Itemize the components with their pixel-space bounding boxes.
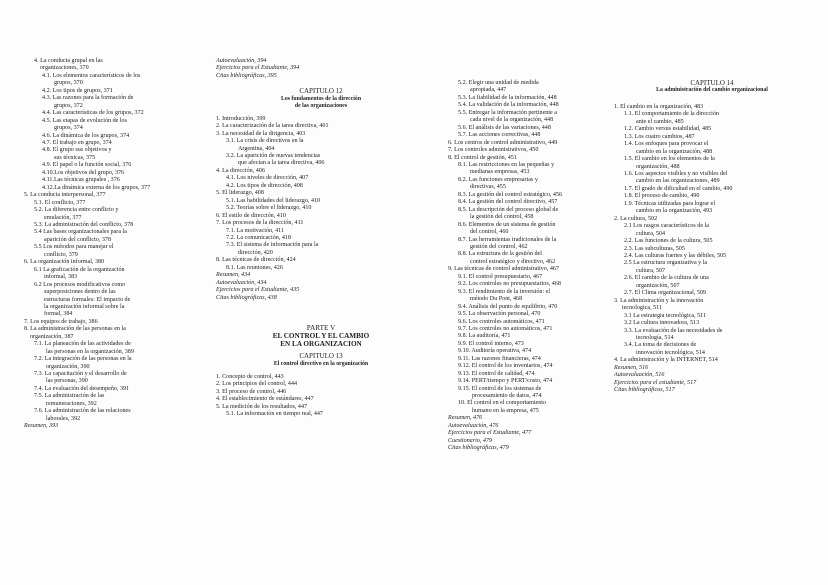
toc-entry: 8.5. La descripción del proceso global de bbox=[458, 206, 559, 213]
toc-entry: 9. Las técnicas de control administrativo, 467 bbox=[448, 266, 560, 273]
toc-entry: 10. El control en el comportamiento bbox=[458, 400, 546, 407]
toc-entry: 2. La cultura, 502 bbox=[614, 215, 658, 222]
toc-entry: 7.3. La capacitación y el desarrollo de bbox=[34, 371, 127, 378]
toc-entry: las personas en la organización, 389 bbox=[46, 348, 134, 355]
toc-entry: 4.1. Los niveles de dirección, 407 bbox=[226, 175, 309, 182]
toc-entry: la organización informal sobre la bbox=[44, 303, 125, 310]
toc-entry: 3. La administración y la innovación bbox=[614, 297, 704, 304]
toc-entry: tecnologica, 511 bbox=[622, 305, 663, 312]
toc-column-3 bbox=[448, 80, 608, 453]
toc-entry: Resumen, 393 bbox=[24, 423, 59, 430]
toc-entry: 7.1. La motivación, 411 bbox=[226, 227, 284, 234]
toc-entry: 9.1. El control presupuestario, 467 bbox=[458, 273, 543, 280]
toc-entry: Citas bibliográficas, 517 bbox=[614, 387, 675, 394]
toc-entry: 4.8. El grupo sus objetivos y bbox=[42, 147, 112, 154]
part-5-line2: EN LA ORGANIZACION bbox=[280, 340, 362, 349]
toc-entry: remuneraciones, 392 bbox=[46, 400, 97, 407]
toc-entry: que afectan a la tarea directiva, 406 bbox=[238, 160, 325, 167]
toc-entry: 7.3. El sistema de información para la bbox=[226, 242, 319, 249]
toc-entry: sus técnicas, 375 bbox=[54, 154, 96, 161]
toc-entry: 8.1. Las restricciones en las pequeñas y bbox=[458, 161, 555, 168]
toc-entry: 2.5 La estructura organizativa y la bbox=[624, 260, 708, 267]
toc-entry: 9.11. Las razones financieras, 474 bbox=[458, 355, 541, 362]
toc-entry: 4.7. El trabajo en grupo, 374 bbox=[42, 139, 112, 146]
toc-entry: estructuras formales: El impacto de bbox=[44, 296, 131, 303]
toc-entry: gestión del control, 462 bbox=[470, 243, 528, 250]
toc-entry: 8. La administración de las personas en la bbox=[24, 326, 126, 333]
toc-entry: 5.1. Las habilidades del liderazgo, 410 bbox=[226, 197, 321, 204]
toc-entry: emulación, 377 bbox=[44, 214, 82, 221]
toc-entry: 4.3. Las razones para la formación de bbox=[42, 95, 134, 102]
toc-column-1 bbox=[24, 58, 212, 431]
toc-entry: 3.4. La toma de decisiones de bbox=[624, 342, 697, 349]
toc-entry: Ejercicios para el estudiante, 517 bbox=[614, 379, 697, 386]
toc-entry: Autoevaluación, 434 bbox=[216, 279, 267, 286]
toc-entry: 9.5. La observación personal, 470 bbox=[458, 311, 541, 318]
toc-entry: 4. El establecimiento de estándares, 447 bbox=[216, 396, 314, 403]
toc-entry: informal, 383 bbox=[44, 274, 78, 281]
toc-entry: 8.8. La estructura de la gestión del bbox=[458, 251, 542, 258]
toc-entry: 2.4. Las culturas fuertes y las débiles, 505 bbox=[624, 252, 727, 259]
toc-entry: 2.7. El Clima organizacional, 509 bbox=[624, 290, 706, 297]
toc-entry: cambio en las organizaciones, 489 bbox=[636, 178, 720, 185]
toc-entry: 3.3. La evaluación de las necesidades de bbox=[624, 327, 723, 334]
chapter-13-title: CAPITULO 13 bbox=[299, 352, 343, 361]
toc-entry: 2.2. Las funciones de la cultura, 505 bbox=[624, 238, 713, 245]
toc-entry: 2.3. Las subculturas, 505 bbox=[624, 245, 685, 252]
toc-entry: medianas empresas, 453 bbox=[470, 169, 530, 176]
toc-entry: 4.5. Las etapas de evolución de los bbox=[42, 117, 127, 124]
toc-entry: 8.7. Las herramientas tradicionales de la bbox=[458, 236, 557, 243]
part-5-line1: EL CONTROL Y EL CAMBIO bbox=[272, 332, 370, 341]
toc-entry: 9.13. El control de calidad, 474 bbox=[458, 370, 535, 377]
toc-entry: 5.3. La administración del conflicto, 378 bbox=[34, 221, 134, 228]
chapter-14-subtitle: La administración del cambio organizacional bbox=[656, 87, 768, 94]
toc-entry: 2. Los principios del control, 444 bbox=[216, 381, 298, 388]
toc-entry: cada nivel de la organización, 448 bbox=[470, 117, 554, 124]
toc-entry: Resumen, 434 bbox=[216, 272, 251, 279]
toc-entry: 3.1 La estrategia tecnológica, 511 bbox=[624, 312, 707, 319]
toc-entry: Cuestionario, 479 bbox=[448, 437, 493, 444]
toc-entry: dirección, 420 bbox=[238, 249, 273, 256]
toc-entry: procesamiento de datos, 474 bbox=[472, 393, 542, 400]
toc-entry: 1.4. Los enfoques para provocar el bbox=[624, 141, 709, 148]
toc-entry: 5.3. La fiabilidad de la información, 448 bbox=[458, 94, 557, 101]
toc-entry: Citas bibliográficas, 479 bbox=[448, 445, 509, 452]
toc-entry: del control, 460 bbox=[470, 229, 509, 236]
toc-entry: 4.11.Las técnicas grupales , 376 bbox=[42, 177, 120, 184]
toc-entry: 1.9. Técnicas utilizadas para lograr el bbox=[624, 200, 716, 207]
toc-entry: organización, 507 bbox=[636, 282, 680, 289]
toc-entry: 6.2 Los procesos modificativos como bbox=[34, 281, 126, 288]
toc-entry: 5.2. La diferencia entre conflicto y bbox=[34, 207, 119, 214]
toc-entry: método Du Pont, 468 bbox=[470, 296, 523, 303]
toc-entry: 9.14. PERT/tiempo y PERT/costo, 474 bbox=[458, 378, 553, 385]
part-5-title: PARTE V bbox=[306, 324, 336, 333]
toc-entry: 5.2. Teorías sobre el liderazgo, 410 bbox=[226, 205, 312, 212]
toc-entry: 4.6. La dinámica de los grupos, 374 bbox=[42, 132, 130, 139]
toc-entry: 9.2. Los controles no presupuestarios, 468 bbox=[458, 281, 561, 288]
toc-entry: 3.2. La aparición de nuevas tendencias bbox=[226, 152, 321, 159]
toc-entry: Citas bibliográficas, 438 bbox=[216, 294, 277, 301]
toc-entry: Resumen, 476 bbox=[448, 415, 483, 422]
toc-entry: 5.1. La información en tiempo real, 447 bbox=[226, 411, 323, 418]
toc-entry: conflicto, 379 bbox=[44, 251, 78, 258]
toc-entry: 5.5 Los métodos para manejar el bbox=[34, 244, 114, 251]
toc-entry: 9.8. La auditoría, 471 bbox=[458, 333, 511, 340]
toc-entry: 5.6. El análisis de las variaciones, 448 bbox=[458, 124, 551, 131]
toc-entry: Autoevaluación, 476 bbox=[448, 422, 499, 429]
toc-entry: formal, 384 bbox=[44, 311, 73, 318]
toc-entry: 7.5. La administración de las bbox=[34, 393, 105, 400]
toc-entry: 6. La organización informal, 380 bbox=[24, 259, 105, 266]
toc-entry: 1.7. El grado de dificultad en el cambio, 490 bbox=[624, 185, 733, 192]
toc-entry: las personas, 390 bbox=[46, 378, 88, 385]
toc-entry: 2.1 Los rasgos característicos de la bbox=[624, 223, 709, 230]
toc-entry: 4.12.La dinámica externa de los grupos, 377 bbox=[42, 184, 151, 191]
toc-entry: organizaciones, 370 bbox=[40, 65, 89, 72]
toc-entry: organización, 390 bbox=[46, 363, 90, 370]
toc-entry: grupos, 370 bbox=[54, 80, 83, 87]
toc-entry: 8.3. La gestión del control estratégico, 456 bbox=[458, 191, 563, 198]
toc-entry: cultura, 504 bbox=[636, 230, 666, 237]
toc-entry: 7.6. La administración de las relaciones bbox=[34, 408, 131, 415]
toc-entry: Resumen, 516 bbox=[614, 364, 649, 371]
toc-entry: 9.7. Los controles no automáticos, 471 bbox=[458, 325, 553, 332]
toc-entry: 3. La necesidad de la dirigencia, 403 bbox=[216, 130, 306, 137]
toc-entry: tecnología, 514 bbox=[636, 334, 674, 341]
toc-entry: 3.2 La cultura innovadora, 513 bbox=[624, 320, 700, 327]
toc-entry: 1.1. El comportamiento de la dirección bbox=[624, 111, 719, 118]
toc-entry: 5.1. El conflicto, 377 bbox=[34, 199, 86, 206]
toc-entry: 7. Los equipos de trabajo, 386 bbox=[24, 318, 98, 325]
toc-entry: cambio en la organización, 488 bbox=[636, 148, 713, 155]
toc-entry: directivas, 455 bbox=[470, 184, 506, 191]
toc-entry: apropiada, 447 bbox=[470, 87, 507, 94]
toc-entry: 9.10. Auditoría operativa, 474 bbox=[458, 348, 532, 355]
toc-entry: 8.4. La gestión del control directivo, 457 bbox=[458, 199, 558, 206]
toc-entry: 5.2. Elegir una unidad de medida bbox=[458, 80, 539, 86]
toc-entry: 1.8. El proceso de cambio, 490 bbox=[624, 193, 700, 200]
toc-entry: 6. Los centros de control administrativo, 449 bbox=[448, 139, 558, 146]
toc-entry: innovación tecnológica, 514 bbox=[636, 349, 705, 356]
toc-entry: 4. La conducta grupal en las bbox=[34, 58, 103, 64]
toc-entry: 5.4. La validación de la información, 448 bbox=[458, 102, 559, 109]
toc-entry: la gestión del control, 458 bbox=[470, 214, 534, 221]
chapter-12-title: CAPITULO 12 bbox=[299, 87, 343, 96]
toc-entry: 7. Los procesos de la dirección, 411 bbox=[216, 220, 304, 227]
toc-entry: 7.2. La integración de las personas en la bbox=[34, 356, 132, 363]
toc-entry: control estratégico y directivo, 462 bbox=[470, 258, 556, 265]
toc-entry: superposiciones dentro de las bbox=[44, 289, 116, 296]
toc-entry: 8. El control de gestión, 451 bbox=[448, 154, 517, 161]
toc-entry: 7.4. La evaluación del desempeño, 391 bbox=[34, 385, 130, 392]
chapter-13-subtitle: El control directivo en la organización bbox=[273, 360, 369, 367]
toc-entry: 4. La administración y la INTERNET, 514 bbox=[614, 357, 718, 364]
toc-entry: cultura, 507 bbox=[636, 267, 666, 274]
toc-entry: 1.2. Cambio versus estabilidad, 485 bbox=[624, 126, 712, 133]
toc-column-2 bbox=[216, 58, 426, 419]
toc-entry: 1.5. El cambio en los elementos de la bbox=[624, 156, 715, 163]
toc-entry: 2.6. El cambio de la cultura de una bbox=[624, 275, 709, 282]
toc-entry: Ejercicios para el Estudiante, 435 bbox=[216, 287, 300, 294]
chapter-12-subtitle-line2: de las organizaciones bbox=[294, 103, 348, 110]
toc-entry: 1.3. Los cuatro cambios, 487 bbox=[624, 133, 695, 140]
toc-entry: 4.2. Los tipos de grupos, 371 bbox=[42, 87, 113, 94]
toc-entry: 8.6. Elementos de un sistema de gestión bbox=[458, 221, 556, 228]
toc-entry: 1. El cambio en la organización, 483 bbox=[614, 103, 704, 110]
chapter-14-title: CAPITULO 14 bbox=[690, 79, 734, 87]
toc-entry: 9.9. El control interno, 473 bbox=[458, 340, 524, 347]
toc-entry: 8. Las técnicas de dirección, 424 bbox=[216, 257, 296, 264]
toc-entry: 4. La dirección, 406 bbox=[216, 167, 265, 174]
toc-column-4 bbox=[614, 80, 810, 395]
toc-entry: cambio en la organización, 493 bbox=[636, 208, 713, 215]
toc-entry: Autoevaluación, 516 bbox=[614, 372, 665, 379]
toc-entry: 8.2. Las funciones empresarias y bbox=[458, 176, 538, 183]
toc-entry: Argentina, 404 bbox=[238, 145, 275, 152]
toc-entry: 3. El proceso de control, 446 bbox=[216, 388, 287, 395]
toc-entry: Ejercicios para el Estudiante, 477 bbox=[448, 430, 532, 437]
toc-entry: organización, 387 bbox=[30, 333, 74, 340]
toc-entry: 1.6. Los aspectos visibles y no visibles del bbox=[624, 170, 728, 177]
toc-entry: 3.1. La crisis de directivos en la bbox=[226, 138, 304, 145]
toc-entry: laborales, 392 bbox=[46, 415, 81, 422]
toc-entry: 8.1. Las reuniones, 426 bbox=[226, 264, 283, 271]
toc-entry: 4.1. Los elementos característicos de los bbox=[42, 72, 141, 79]
toc-entry: Autoevaluación, 394 bbox=[216, 58, 267, 64]
toc-entry: 4.10.Los objetivos del grupo, 376 bbox=[42, 169, 125, 176]
toc-entry: 9.4. Análisis del punto de equilibrio, 470 bbox=[458, 303, 558, 310]
toc-entry: grupos, 372 bbox=[54, 102, 83, 109]
toc-entry: 7. Los controles administrativos, 450 bbox=[448, 147, 539, 154]
toc-entry: 5.7. Las acciones correctivas, 448 bbox=[458, 132, 541, 139]
toc-entry: Citas bibliográficas, 395 bbox=[216, 72, 277, 79]
toc-entry: organización, 488 bbox=[636, 163, 680, 170]
toc-entry: 5. El liderazgo, 408 bbox=[216, 190, 264, 197]
toc-entry: 6. El estilo de dirección, 410 bbox=[216, 212, 286, 219]
toc-entry: 4.9. El papel o la función social, 376 bbox=[42, 162, 132, 169]
toc-entry: humano en la empresa, 475 bbox=[472, 407, 539, 414]
toc-entry: Ejercicios para el Estudiante, 394 bbox=[216, 65, 300, 72]
toc-entry: 5.4 Las bases organizacionales para la bbox=[34, 229, 127, 236]
toc-entry: 6.1 La graficación de la organización bbox=[34, 266, 125, 273]
toc-entry: 9.6. Los controles automáticos, 471 bbox=[458, 318, 545, 325]
toc-entry: 7.1. La planeación de las actividades de bbox=[34, 341, 131, 348]
toc-entry: 2. La caracterización de la tarea directiva, 401 bbox=[216, 123, 329, 130]
toc-entry: 1. Introducción, 399 bbox=[216, 115, 266, 122]
toc-entry: 7.2. La comunicación, 418 bbox=[226, 234, 291, 241]
toc-entry: 1. Concepto de control, 443 bbox=[216, 373, 284, 380]
toc-entry: ante el cambio, 485 bbox=[636, 118, 684, 125]
toc-entry: 4.4. Las características de los grupos, 372 bbox=[42, 110, 144, 117]
toc-entry: 9.15. El control de los sistemas de bbox=[458, 385, 542, 392]
toc-entry: grupos, 374 bbox=[54, 125, 83, 132]
toc-entry: 9.12. El control de los inventarios, 474 bbox=[458, 363, 553, 370]
toc-entry: 5. La conducta interpersonal, 377 bbox=[24, 192, 106, 199]
toc-entry: 5.5. Entregar la información pertinente a bbox=[458, 109, 557, 116]
toc-entry: 9.3. El rendimiento de la inversión: el bbox=[458, 288, 551, 295]
toc-entry: 5. La medición de los resultados, 447 bbox=[216, 403, 308, 410]
chapter-12-subtitle-line1: Los fundamentos de la dirección bbox=[280, 95, 362, 102]
toc-entry: aparición del conflicto, 378 bbox=[44, 236, 112, 243]
toc-entry: 4.2. Los tipos de dirección, 408 bbox=[226, 182, 303, 189]
